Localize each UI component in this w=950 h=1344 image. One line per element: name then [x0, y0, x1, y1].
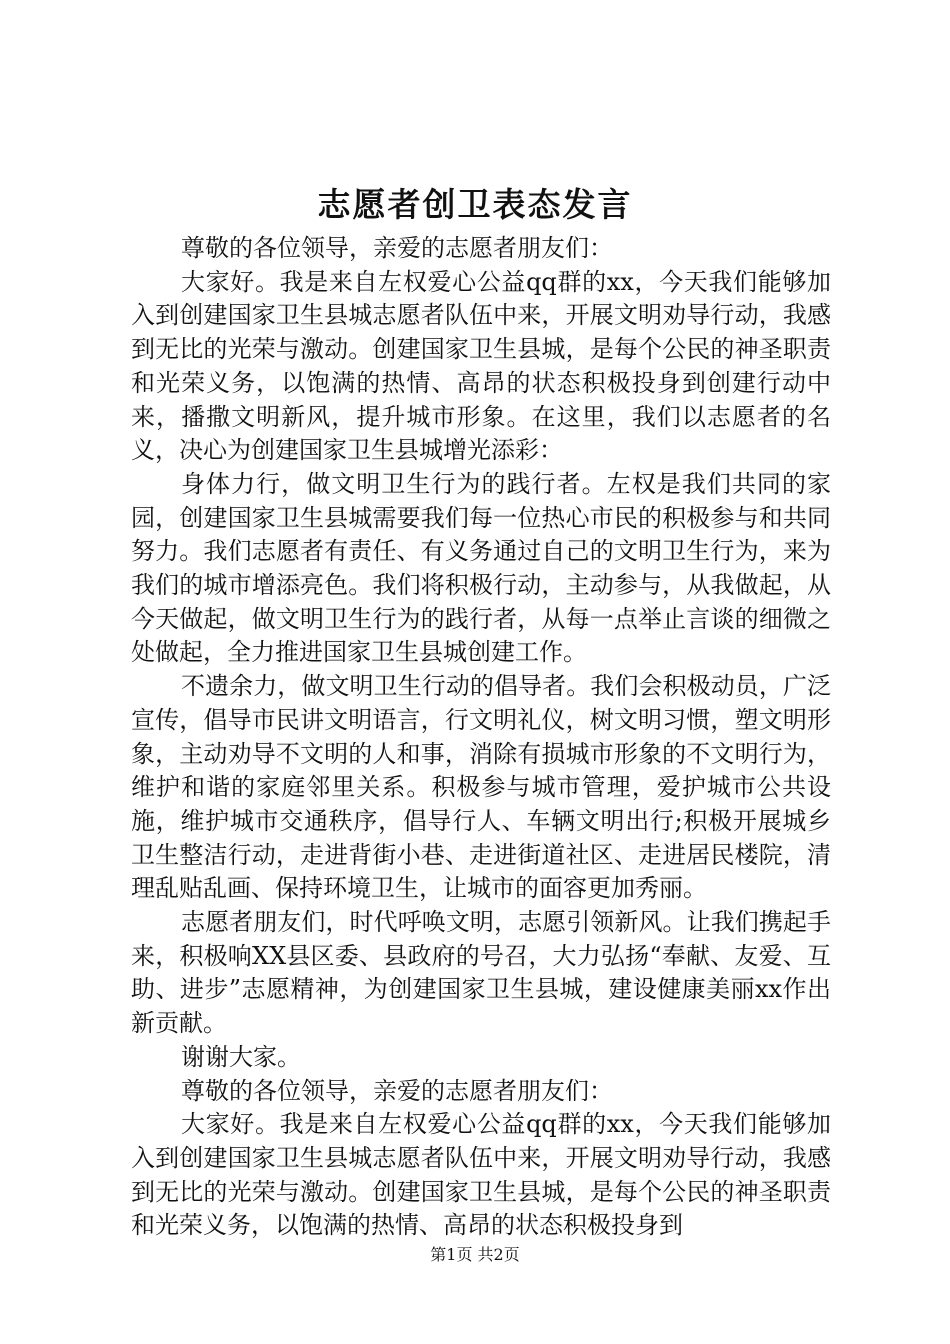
document-body [131, 232, 831, 1243]
salutation-repeat: 尊敬的各位领导，亲爱的志愿者朋友们： [181, 1076, 613, 1105]
paragraph-practice: 身体力行，做文明卫生行为的践行者。左权是我们共同的家园，创建国家卫生县城需要我们每一位热心市民的积极参与和共同努力。我们志愿者有责任、有义务通过自己的文明卫生行为，来为我们的城市增添亮色。我们将积极行动，主动参与，从我做起，从今天做起，做文明卫生行为的践行者，从每一点举止言谈的细微之处做起，全力推进国家卫生县城创建工作。 [131, 469, 831, 667]
paragraph-call-to-action: 志愿者朋友们，时代呼唤文明，志愿引领新风。让我们携起手来，积极响XX县区委、县政府的号召，大力弘扬“奉献、友爱、互助、进步”志愿精神，为创建国家卫生县城，建设健康美丽xx作出新贡献。 [131, 908, 831, 1038]
document-title: 志愿者创卫表态发言 [317, 185, 633, 224]
paragraph-greeting: 大家好。我是来自左权爱心公益qq群的xx，今天我们能够加入到创建国家卫生县城志愿者队伍中来，开展文明劝导行动，我感到无比的光荣与激动。创建国家卫生县城，是每个公民的神圣职责和光荣义务，以饱满的热情、高昂的状态积极投身到创建行动中来，播撒文明新风，提升城市形象。在这里，我们以志愿者的名义，决心为创建国家卫生县城增光添彩： [131, 267, 831, 465]
paragraph-greeting-repeat: 大家好。我是来自左权爱心公益qq群的xx，今天我们能够加入到创建国家卫生县城志愿者队伍中来，开展文明劝导行动，我感到无比的光荣与激动。创建国家卫生县城，是每个公民的神圣职责和光荣义务，以饱满的热情、高昂的状态积极投身到 [131, 1110, 831, 1240]
salutation: 尊敬的各位领导，亲爱的志愿者朋友们： [181, 234, 613, 262]
paragraph-advocate: 不遗余力，做文明卫生行动的倡导者。我们会积极动员，广泛宣传，倡导市民讲文明语言，行文明礼仪，树文明习惯，塑文明形象，主动劝导不文明的人和事，消除有损城市形象的不文明行为，维护和谐的家庭邻里关系。积极参与城市管理，爱护城市公共设施，维护城市交通秩序，倡导行人、车辆文明出行;积极开展城乡卫生整洁行动，走进背街小巷、走进街道社区、走进居民楼院，清理乱贴乱画、保持环境卫生，让城市的面容更加秀丽。 [131, 672, 831, 903]
paragraph-thanks: 谢谢大家。 [181, 1042, 301, 1071]
page-number-footer: 第1页 共2页 [430, 1245, 520, 1264]
